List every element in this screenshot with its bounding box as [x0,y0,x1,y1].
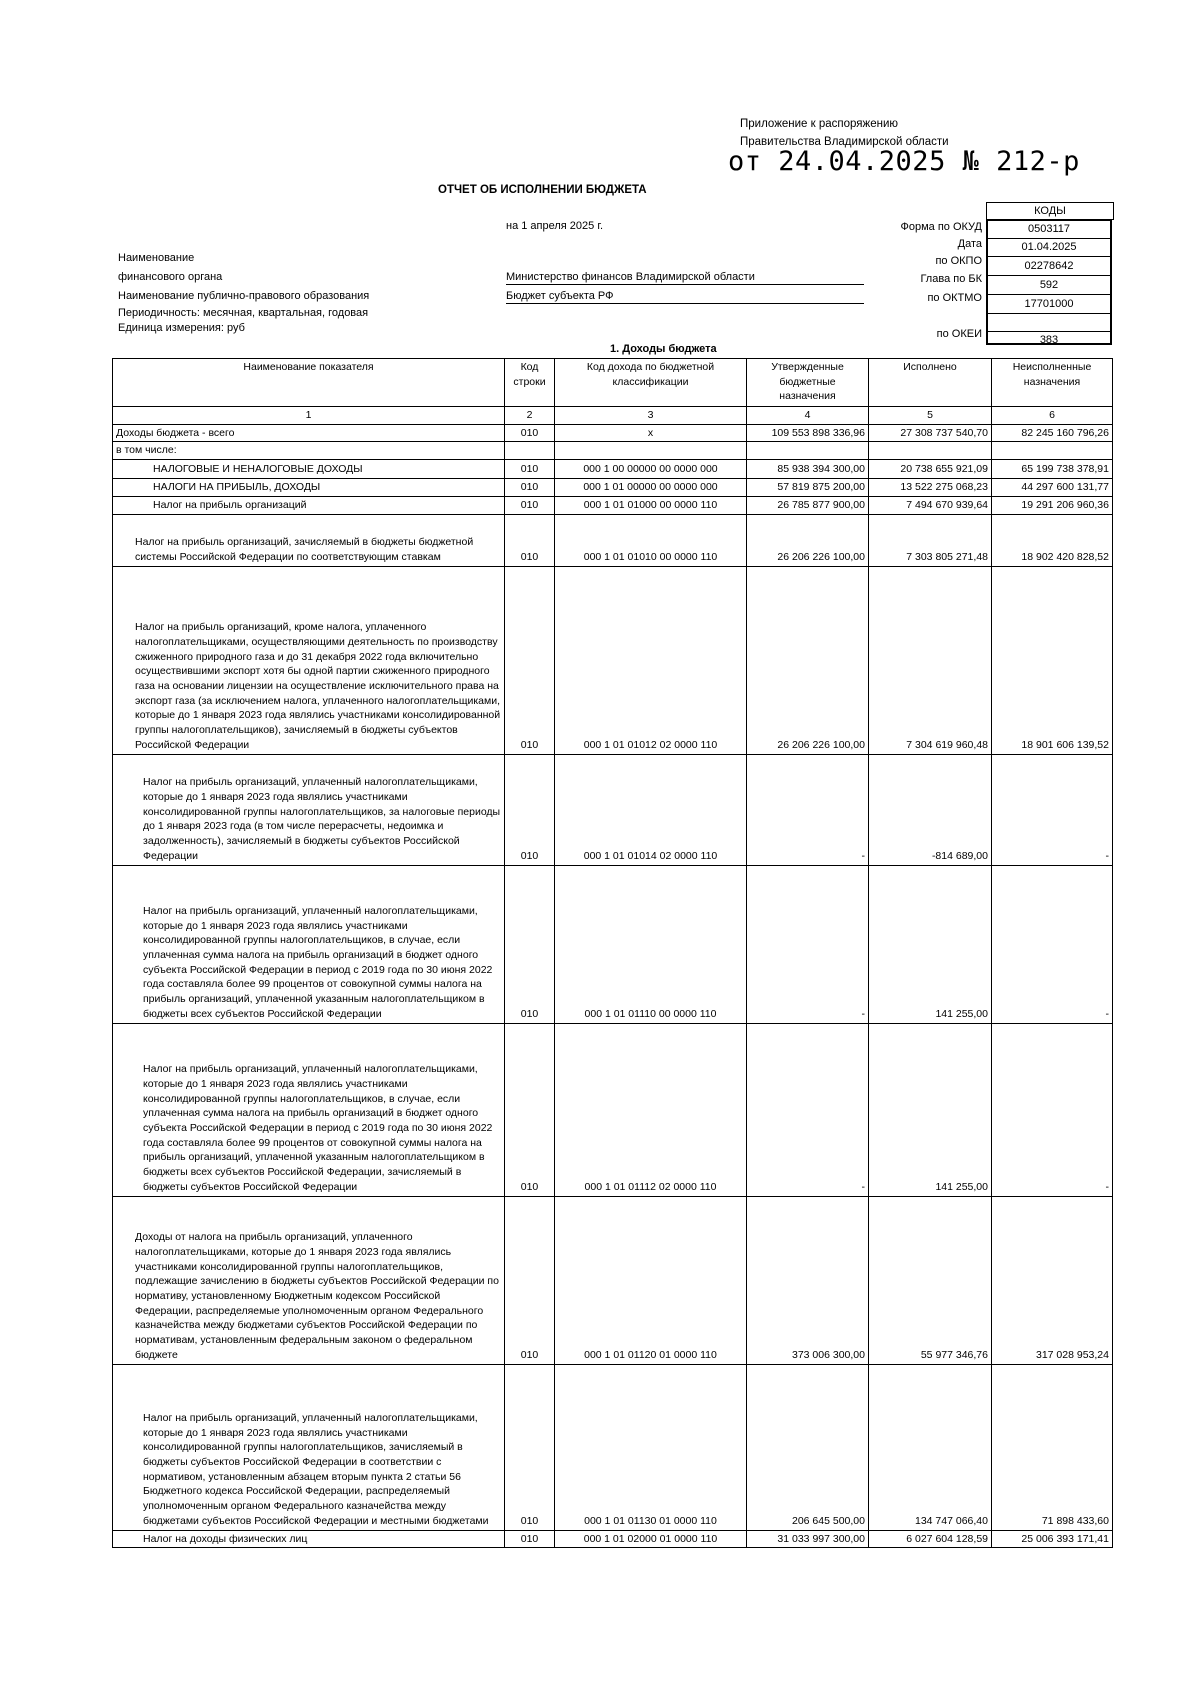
row-line-code: 010 [505,514,555,566]
codes-header: КОДЫ [986,202,1114,220]
table-row [113,754,1113,865]
row-approved: 85 938 394 300,00 [747,460,869,479]
table-row [113,424,1113,442]
row-income-code: 000 1 01 01010 00 0000 110 [555,514,747,566]
row-name: Налог на прибыль организаций, уплаченный налогоплательщиками, которые до 1 января 2023 года являлись участниками консолидированной группы налогоплательщиков, зачисляемый в бюджеты субъектов Российской Федерации в соответствии с нормативом, установленным абзацем вторым пункта 2 статьи 56 Бюджетного кодекса Российской Федерации, распределяемый уполномоченным органом Федерального казначейства между бюджетами субъектов Российской Федерации и местными бюджетами [113,1364,505,1530]
row-name: Налог на прибыль организаций, уплаченный налогоплательщиками, которые до 1 января 2023 года являлись участниками консолидированной группы налогоплательщиков, в случае, если уплаченная сумма налога на прибыль организаций в бюджет одного субъекта Российской Федерации в период с 2019 года по 30 июня 2022 года составляла более 99 процентов от совокупной суммы налога на прибыль организаций, уплаченной указанным налогоплательщиком в бюджеты всех субъектов Российской Федерации, зачисляемый в бюджеты субъектов Российской Федерации [113,1023,505,1196]
table-row [113,479,1113,497]
row-line-code: 010 [505,1530,555,1548]
col-number: 1 [113,407,505,425]
table-row [113,1196,1113,1364]
codes-label-bk: Глава по БК [920,273,982,285]
row-approved: - [747,865,869,1023]
col-number: 4 [747,407,869,425]
row-unexecuted: 19 291 206 960,36 [992,496,1113,514]
row-executed: 20 738 655 921,09 [869,460,992,479]
header-executed: Исполнено [869,359,992,407]
header-income-code: Код дохода по бюджетной классификации [555,359,747,407]
col-number: 5 [869,407,992,425]
table-row [113,442,1113,460]
row-line-code: 010 [505,1023,555,1196]
row-executed [869,442,992,460]
code-date: 01.04.2025 [988,239,1110,257]
table-row [113,566,1113,754]
row-unexecuted: - [992,1023,1113,1196]
row-approved: 26 206 226 100,00 [747,514,869,566]
row-unexecuted: 71 898 433,60 [992,1364,1113,1530]
label-unit: Единица измерения: руб [118,322,245,334]
label-periodicity: Периодичность: месячная, квартальная, годовая [118,307,369,319]
row-executed: 55 977 346,76 [869,1196,992,1364]
row-executed: 6 027 604 128,59 [869,1530,992,1548]
code-okei: 383 [1039,334,1059,346]
row-name: Налог на прибыль организаций, уплаченный налогоплательщиками, которые до 1 января 2023 года являлись участниками консолидированной группы налогоплательщиков, за налоговые периоды до 1 января 2023 года (в том числе перерасчеты, недоимка и задолженность), зачисляемый в бюджеты субъектов Российской Федерации [113,754,505,865]
row-executed: 134 747 066,40 [869,1364,992,1530]
table-header-row [113,359,1113,407]
label-name: Наименование [118,252,195,264]
row-income-code: 000 1 00 00000 00 0000 000 [555,460,747,479]
header-line-code: Код строки [505,359,555,407]
row-unexecuted [992,442,1113,460]
row-executed: 7 494 670 939,64 [869,496,992,514]
code-bk: 592 [988,276,1110,295]
appendix-line-2: Правительства Владимирской области [740,136,949,148]
codes-label-oktmo: по ОКТМО [927,292,982,304]
appendix-line-1: Приложение к распоряжению [740,118,899,130]
row-line-code: 010 [505,424,555,442]
report-date: на 1 апреля 2025 г. [506,220,604,232]
row-name: в том числе: [113,442,505,460]
row-name: Доходы бюджета - всего [113,424,505,442]
col-number: 3 [555,407,747,425]
row-executed: 141 255,00 [869,1023,992,1196]
row-approved: 26 206 226 100,00 [747,566,869,754]
codes-label-okpo: по ОКПО [935,255,982,267]
row-approved: 373 006 300,00 [747,1196,869,1364]
row-income-code: 000 1 01 01000 00 0000 110 [555,496,747,514]
row-unexecuted: - [992,754,1113,865]
row-line-code: 010 [505,566,555,754]
codes-box [986,219,1112,345]
row-income-code: 000 1 01 01130 01 0000 110 [555,1364,747,1530]
row-executed: 27 308 737 540,70 [869,424,992,442]
row-name: НАЛОГИ НА ПРИБЫЛЬ, ДОХОДЫ [113,479,505,497]
label-pub-entity: Наименование публично-правового образования [118,290,370,302]
row-unexecuted: 44 297 600 131,77 [992,479,1113,497]
section-title: 1. Доходы бюджета [610,343,717,355]
row-executed: 13 522 275 068,23 [869,479,992,497]
row-approved: - [747,754,869,865]
row-name: Налог на прибыль организаций [113,496,505,514]
row-income-code: x [555,424,747,442]
code-empty [988,314,1110,332]
row-line-code: 010 [505,1196,555,1364]
row-line-code: 010 [505,460,555,479]
fin-org-value: Министерство финансов Владимирской области [506,271,864,285]
col-number: 2 [505,407,555,425]
code-oktmo: 17701000 [988,295,1110,314]
row-unexecuted: 65 199 738 378,91 [992,460,1113,479]
row-line-code [505,442,555,460]
row-name: Налог на прибыль организаций, кроме налога, уплаченного налогоплательщиками, осуществляющими деятельность по производству сжиженного природного газа и до 31 декабря 2022 года включительно осуществившими экспорт хотя бы одной партии сжиженного природного газа на основании лицензии на осуществление исключительного права на экспорт газа (за исключением налога, уплаченного налогоплательщиками, которые до 1 января 2023 года являлись участниками консолидированной группы налогоплательщиков), зачисляемый в бюджеты субъектов Российской Федерации [113,566,505,754]
row-approved: - [747,1023,869,1196]
row-name: Налог на прибыль организаций, зачисляемый в бюджеты бюджетной системы Российской Федерации по соответствующим ставкам [113,514,505,566]
table-row [113,460,1113,479]
table-row [113,514,1113,566]
row-executed: 141 255,00 [869,865,992,1023]
header-approved: Утвержденные бюджетные назначения [747,359,869,407]
row-income-code: 000 1 01 02000 01 0000 110 [555,1530,747,1548]
row-unexecuted: 25 006 393 171,41 [992,1530,1113,1548]
row-name: НАЛОГОВЫЕ И НЕНАЛОГОВЫЕ ДОХОДЫ [113,460,505,479]
row-approved [747,442,869,460]
report-title: ОТЧЕТ ОБ ИСПОЛНЕНИИ БЮДЖЕТА [438,184,647,196]
codes-label-okud: Форма по ОКУД [900,221,982,233]
row-unexecuted: - [992,865,1113,1023]
table-body [113,424,1113,1548]
row-line-code: 010 [505,754,555,865]
table-row [113,1530,1113,1548]
code-okpo: 02278642 [988,257,1110,276]
row-unexecuted: 82 245 160 796,26 [992,424,1113,442]
column-number-row [113,407,1113,425]
table-row [113,1023,1113,1196]
row-line-code: 010 [505,1364,555,1530]
row-unexecuted: 317 028 953,24 [992,1196,1113,1364]
row-income-code: 000 1 01 00000 00 0000 000 [555,479,747,497]
row-income-code [555,442,747,460]
row-executed: 7 304 619 960,48 [869,566,992,754]
codes-label-date: Дата [957,238,982,250]
header-unexecuted: Неисполненные назначения [992,359,1113,407]
order-stamp: от 24.04.2025 № 212-р [728,146,1080,177]
row-income-code: 000 1 01 01120 01 0000 110 [555,1196,747,1364]
row-executed: 7 303 805 271,48 [869,514,992,566]
row-approved: 31 033 997 300,00 [747,1530,869,1548]
row-income-code: 000 1 01 01110 00 0000 110 [555,865,747,1023]
row-line-code: 010 [505,496,555,514]
row-unexecuted: 18 902 420 828,52 [992,514,1113,566]
row-executed: -814 689,00 [869,754,992,865]
col-number: 6 [992,407,1113,425]
row-line-code: 010 [505,865,555,1023]
header-name: Наименование показателя [113,359,505,407]
pub-entity-value: Бюджет субъекта РФ [506,290,864,304]
row-unexecuted: 18 901 606 139,52 [992,566,1113,754]
table-row [113,1364,1113,1530]
row-line-code: 010 [505,479,555,497]
row-approved: 109 553 898 336,96 [747,424,869,442]
row-approved: 26 785 877 900,00 [747,496,869,514]
row-approved: 57 819 875 200,00 [747,479,869,497]
label-fin-org: финансового органа [118,271,223,283]
row-income-code: 000 1 01 01112 02 0000 110 [555,1023,747,1196]
codes-label-okei: по ОКЕИ [936,328,982,340]
table-row [113,865,1113,1023]
row-name: Доходы от налога на прибыль организаций, уплаченного налогоплательщиками, которые до 1 января 2023 года являлись участниками консолидированной группы налогоплательщиков, подлежащие зачислению в бюджеты субъектов Российской Федерации по нормативу, установленному Бюджетным кодексом Российской Федерации, распределяемые уполномоченным органом Федерального казначейства между бюджетами субъектов Российской Федерации по нормативам, установленным федеральным законом о федеральном бюджете [113,1196,505,1364]
income-table [112,358,1113,1548]
code-okud: 0503117 [988,221,1110,239]
row-name: Налог на прибыль организаций, уплаченный налогоплательщиками, которые до 1 января 2023 года являлись участниками консолидированной группы налогоплательщиков, в случае, если уплаченная сумма налога на прибыль организаций в бюджет одного субъекта Российской Федерации в период с 2019 года по 30 июня 2022 года составляла более 99 процентов от совокупной суммы налога на прибыль организаций, уплаченной указанным налогоплательщиком в бюджеты всех субъектов Российской Федерации [113,865,505,1023]
table-row [113,496,1113,514]
row-income-code: 000 1 01 01012 02 0000 110 [555,566,747,754]
row-income-code: 000 1 01 01014 02 0000 110 [555,754,747,865]
row-name: Налог на доходы физических лиц [113,1530,505,1548]
row-approved: 206 645 500,00 [747,1364,869,1530]
